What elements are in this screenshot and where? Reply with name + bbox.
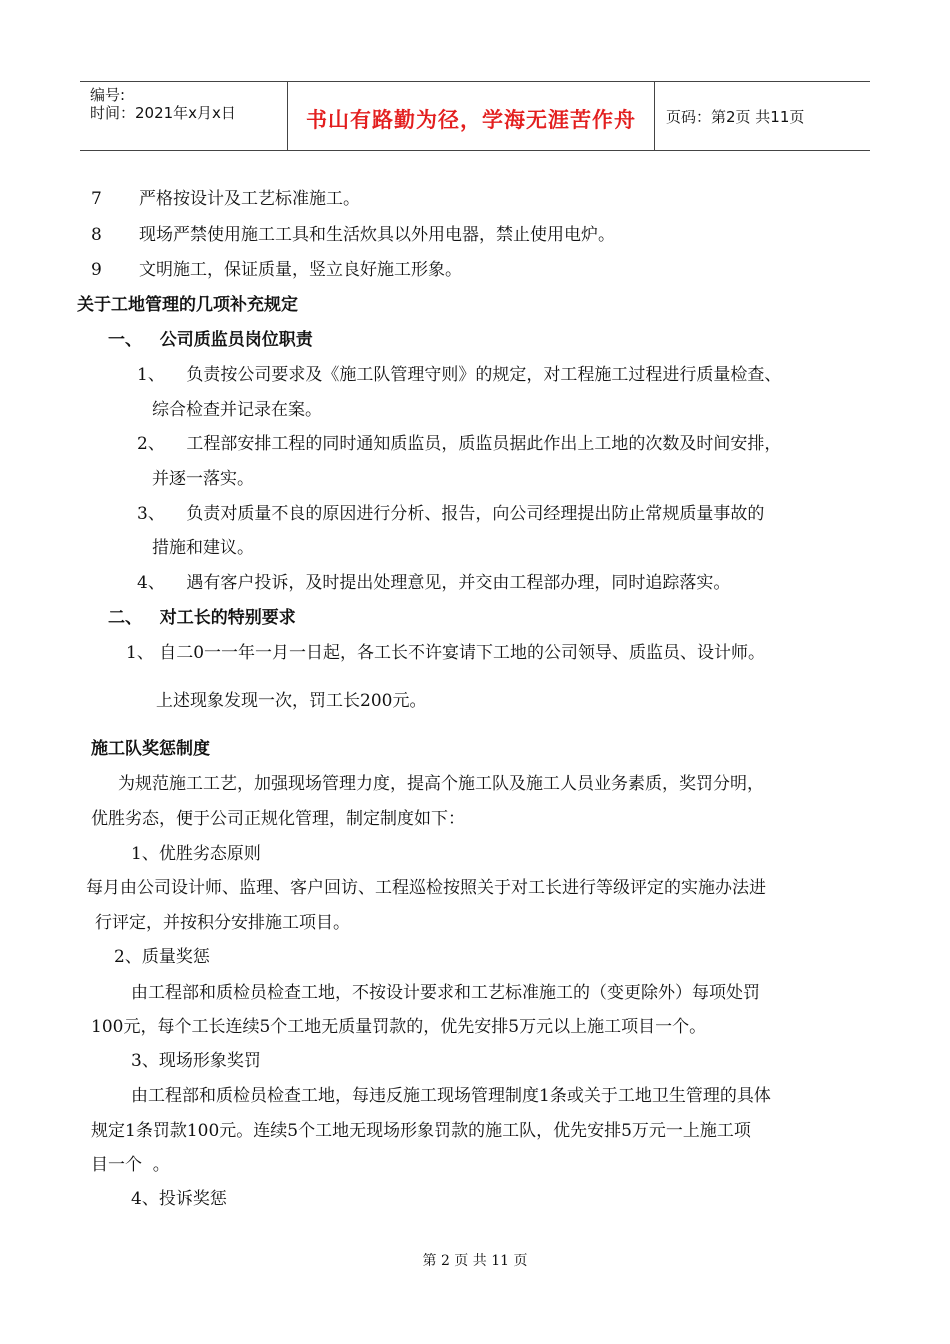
page-header: [80, 81, 870, 151]
paragraph-line: 行评定，并按积分安排施工项目。: [95, 913, 350, 933]
subheading: 3、现场形象奖罚: [131, 1051, 261, 1071]
paragraph-line: 1、 自二0一一年一月一日起，各工长不许宴请下工地的公司领导、质监员、设计师。: [126, 643, 766, 663]
page-footer: 第 2 页 共 11 页: [422, 1253, 528, 1269]
paragraph-line: 由工程部和质检员检查工地，每违反施工现场管理制度1条或关于工地卫生管理的具体: [131, 1086, 771, 1106]
time-label: 时间：2021年x月x日: [90, 104, 236, 122]
paragraph-line: 优胜劣态，便于公司正规化管理，制定制度如下：: [91, 809, 465, 829]
section-title: 施工队奖惩制度: [91, 739, 210, 759]
item-text: 文明施工，保证质量，竖立良好施工形象。: [139, 260, 462, 280]
subsection-heading: 二、 对工长的特别要求: [108, 608, 296, 628]
item-text: 现场严禁使用施工工具和生活炊具以外用电器，禁止使用电炉。: [139, 225, 615, 245]
subheading: 1、优胜劣态原则: [131, 844, 261, 864]
paragraph-line: 100元，每个工长连续5个工地无质量罚款的，优先安排5万元以上施工项目一个。: [91, 1017, 707, 1037]
subsection-heading: 一、 公司质监员岗位职责: [108, 330, 313, 350]
item-number: 8: [91, 225, 102, 245]
header-divider: [654, 82, 655, 150]
paragraph-line: 为规范施工工艺，加强现场管理力度，提高个施工队及施工人员业务素质，奖罚分明，: [118, 774, 764, 794]
header-motto: 书山有路勤为径，学海无涯苦作舟: [306, 108, 636, 132]
paragraph-line: 由工程部和质检员检查工地，不按设计要求和工艺标准施工的（变更除外）每项处罚: [131, 983, 760, 1003]
number-label: 编号:: [90, 86, 126, 104]
paragraph-line: 上述现象发现一次，罚工长200元。: [156, 691, 427, 711]
header-left: [90, 86, 236, 122]
section-title: 关于工地管理的几项补充规定: [77, 295, 298, 315]
paragraph-line: 2、 工程部安排工程的同时通知质监员，质监员据此作出上工地的次数及时间安排，: [137, 434, 782, 454]
paragraph-line: 4、 遇有客户投诉，及时提出处理意见，并交由工程部办理，同时追踪落实。: [137, 573, 731, 593]
paragraph-line: 规定1条罚款100元。连续5个工地无现场形象罚款的施工队，优先安排5万元一上施工项: [91, 1121, 751, 1141]
paragraph-line: 1、 负责按公司要求及《施工队管理守则》的规定，对工程施工过程进行质量检查、: [137, 365, 782, 385]
subheading: 2、质量奖惩: [114, 947, 210, 967]
item-number: 7: [91, 189, 102, 209]
paragraph-line: 每月由公司设计师、监理、客户回访、工程巡检按照关于对工长进行等级评定的实施办法进: [86, 878, 766, 898]
paragraph-line: 综合检查并记录在案。: [152, 400, 322, 420]
item-number: 9: [91, 260, 102, 280]
paragraph-line: 措施和建议。: [152, 538, 254, 558]
paragraph-line: 目一个 。: [91, 1155, 170, 1175]
header-page-info: 页码：第2页 共11页: [666, 108, 805, 126]
subheading: 4、投诉奖惩: [131, 1189, 227, 1209]
paragraph-line: 3、 负责对质量不良的原因进行分析、报告，向公司经理提出防止常规质量事故的: [137, 504, 765, 524]
paragraph-line: 并逐一落实。: [152, 469, 254, 489]
item-text: 严格按设计及工艺标准施工。: [139, 189, 360, 209]
